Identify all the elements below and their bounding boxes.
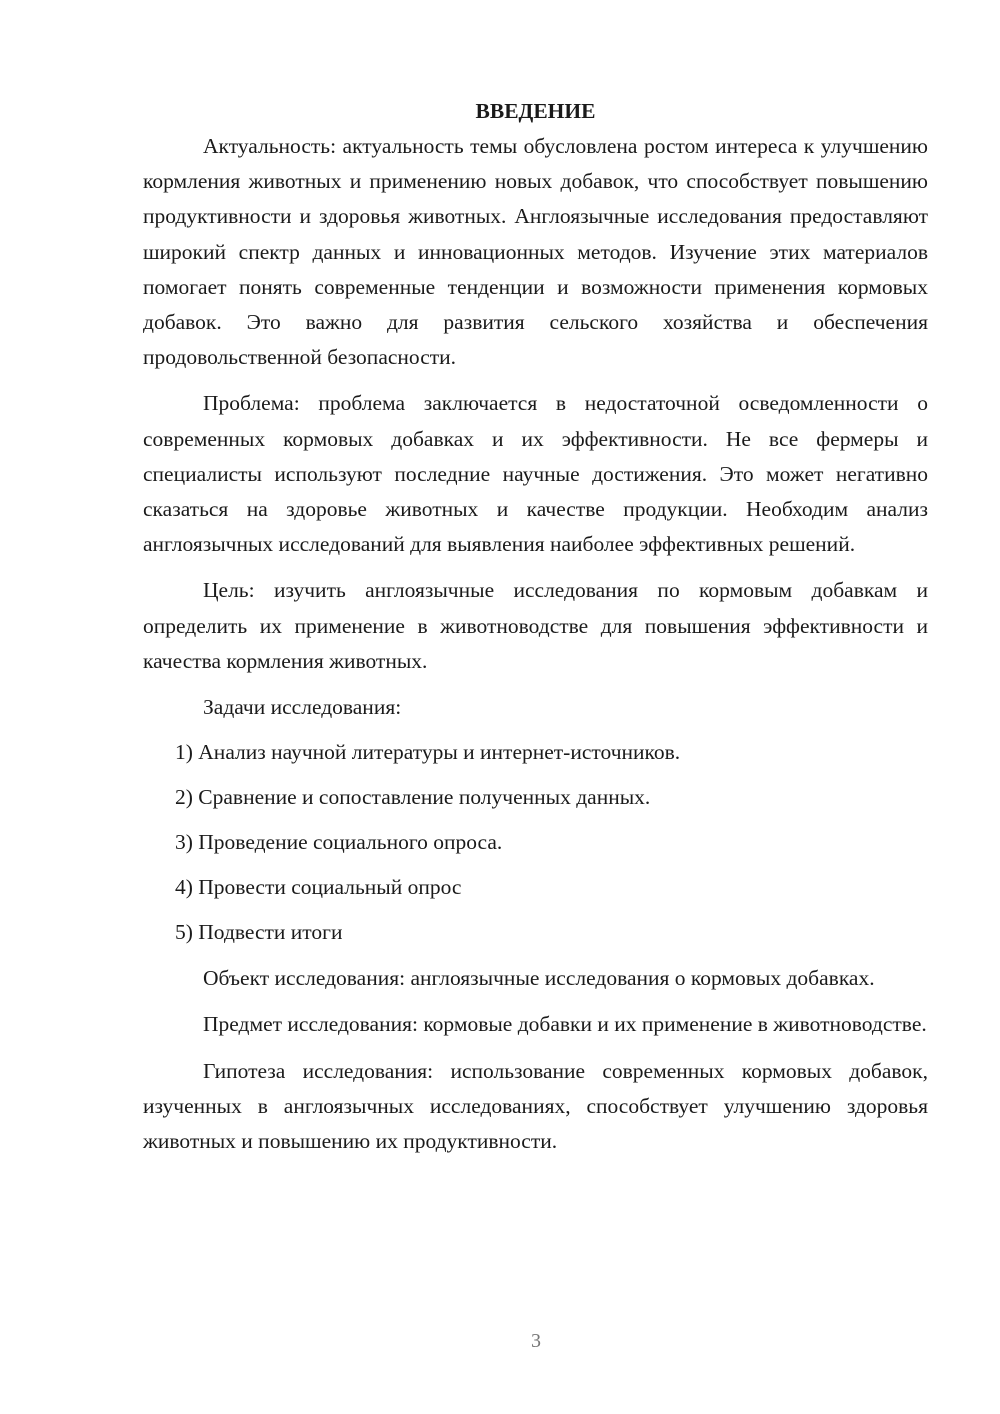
list-item: 4) Провести социальный опрос [175,875,462,900]
list-item: 1) Анализ научной литературы и интернет-источников. [175,740,681,765]
list-item: 5) Подвести итоги [175,920,343,945]
paragraph-problem: Проблема: проблема заключается в недостаточной осведомленности о современных кормовых добавках и их эффективности. Не все фермеры и специалисты используют последние научные достижения. Это может негативно сказаться на здоровье животных и качестве продукции. Необходим анализ англоязычных исследований для выявления наиболее эффективных решений. [143,391,928,557]
section-title: ВВЕДЕНИЕ [475,99,596,123]
list-item: 2) Сравнение и сопоставление полученных данных. [175,785,651,810]
tasks-list [143,735,928,950]
page-content [143,94,928,1159]
paragraph-subject: Предмет исследования: кормовые добавки и их применение в животноводстве. [203,1012,927,1037]
list-item: 3) Проведение социального опроса. [175,830,503,855]
paragraph-relevance: Актуальность: актуальность темы обусловлена ростом интереса к улучшению кормления животных и применению новых добавок, что способствует повышению продуктивности и здоровья животных. Англоязычные исследования предоставляют широкий спектр данных и инновационных методов. Изучение этих материалов помогает понять современные тенденции и возможности применения кормовых добавок. Это важно для развития сельского хозяйства и обеспечения продовольственной безопасности. [143,134,928,370]
tasks-heading: Задачи исследования: [203,695,402,720]
paragraph-hypothesis: Гипотеза исследования: использование современных кормовых добавок, изученных в англоязычных исследованиях, способствует улучшению здоровья животных и повышению их продуктивности. [143,1058,928,1154]
paragraph-object: Объект исследования: англоязычные исследования о кормовых добавках. [203,966,875,991]
page-number: 3 [531,1330,541,1352]
paragraph-goal: Цель: изучить англоязычные исследования по кормовым добавкам и определить их применение в животноводстве для повышения эффективности и качества кормления животных. [143,578,928,673]
